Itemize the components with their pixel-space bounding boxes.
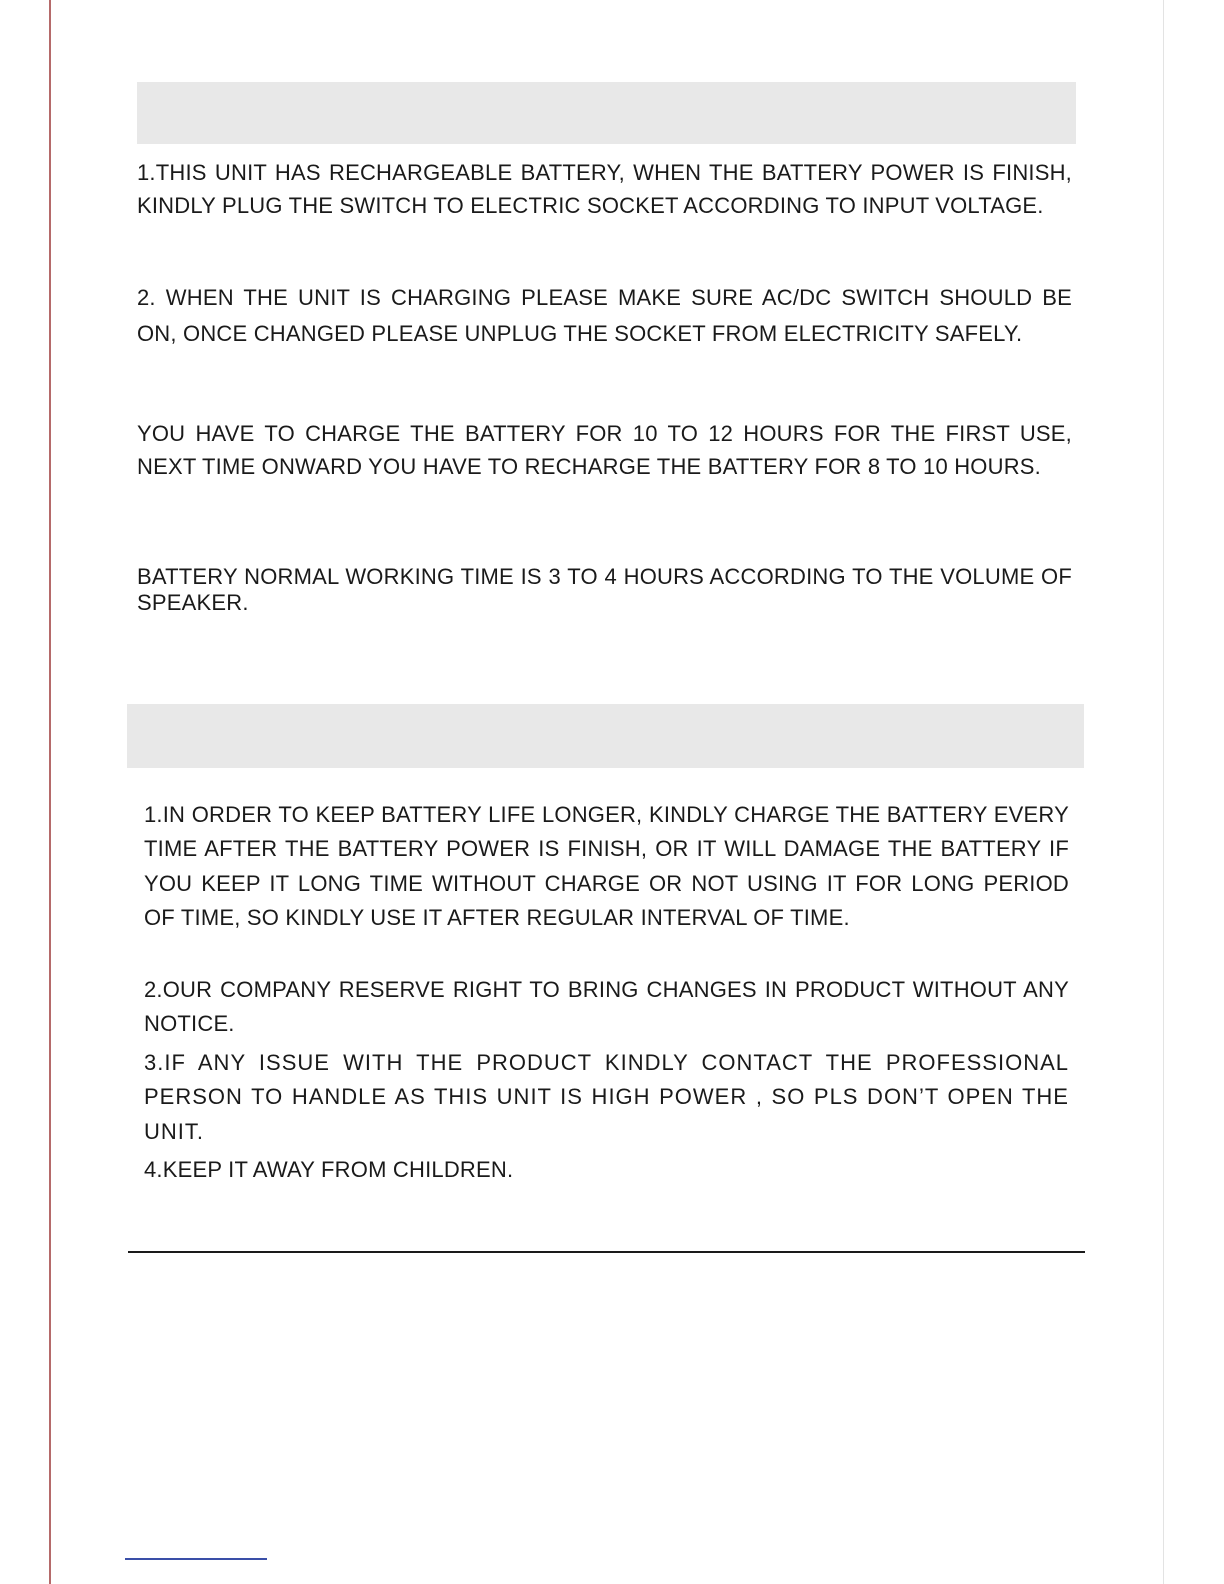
note-item-1: 1.IN ORDER TO KEEP BATTERY LIFE LONGER, KINDLY CHARGE THE BATTERY EVERY TIME AFTER THE BATTERY POWER IS FINISH, OR IT WILL DAMAGE THE BATTERY IF YOU KEEP IT LONG TIME WITHOUT CHARGE OR NOT USING IT FOR LONG PERIOD OF TIME, SO KINDLY USE IT AFTER REGULAR INTERVAL OF TIME. bbox=[144, 802, 1069, 930]
battery-section-header-bar bbox=[137, 82, 1076, 144]
battery-paragraph-2: 2. WHEN THE UNIT IS CHARGING PLEASE MAKE SURE AC/DC SWITCH SHOULD BE ON, ONCE CHANGED PLEASE UNPLUG THE SOCKET FROM ELECTRICITY SAFELY. bbox=[137, 285, 1072, 346]
battery-working-time-paragraph: BATTERY NORMAL WORKING TIME IS 3 TO 4 HOURS ACCORDING TO THE VOLUME OF SPEAKER. bbox=[137, 564, 1072, 615]
note-item-2: 2.OUR COMPANY RESERVE RIGHT TO BRING CHANGES IN PRODUCT WITHOUT ANY NOTICE. bbox=[144, 977, 1069, 1037]
battery-paragraph-1: 1.THIS UNIT HAS RECHARGEABLE BATTERY, WHEN THE BATTERY POWER IS FINISH, KINDLY PLUG THE SWITCH TO ELECTRIC SOCKET ACCORDING TO INPUT VOLTAGE. bbox=[137, 160, 1072, 218]
page-margin-line-left bbox=[49, 0, 51, 1584]
battery-charging-time-paragraph: YOU HAVE TO CHARGE THE BATTERY FOR 10 TO 12 HOURS FOR THE FIRST USE, NEXT TIME ONWARD YOU HAVE TO RECHARGE THE BATTERY FOR 8 TO 10 HOURS. bbox=[137, 421, 1072, 479]
footer-rule bbox=[125, 1558, 267, 1560]
notes-section-header-bar bbox=[127, 704, 1084, 768]
note-item-4: 4.KEEP IT AWAY FROM CHILDREN. bbox=[144, 1157, 514, 1182]
page-margin-line-right bbox=[1163, 0, 1164, 1584]
note-item-3: 3.IF ANY ISSUE WITH THE PRODUCT KINDLY CONTACT THE PROFESSIONAL PERSON TO HANDLE AS THIS UNIT IS HIGH POWER , SO PLS DON’T OPEN THE UNIT. bbox=[144, 1050, 1069, 1144]
section-divider bbox=[128, 1251, 1085, 1253]
